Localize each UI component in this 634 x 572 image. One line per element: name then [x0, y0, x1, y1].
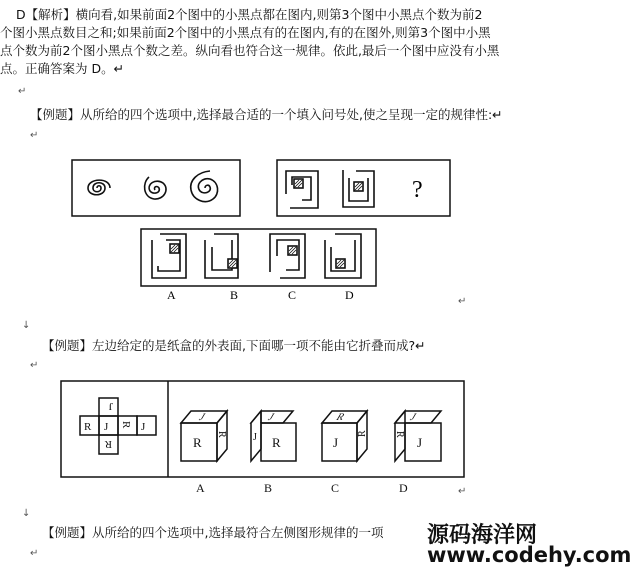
option-c-label: C — [288, 288, 297, 302]
svg-text:R: R — [216, 431, 227, 438]
svg-text:R: R — [120, 421, 132, 429]
paragraph-mark: ↵ — [18, 86, 27, 97]
cube-a-letter: R — [193, 435, 202, 450]
svg-text:R: R — [394, 431, 405, 438]
svg-text:R: R — [333, 411, 347, 423]
cube-option-d: D — [399, 481, 408, 495]
svg-text:J: J — [108, 400, 113, 412]
paragraph-mark: ↵ — [30, 360, 39, 371]
svg-text:J: J — [141, 421, 146, 433]
example1-prompt: 【例题】从所给的四个选项中,选择最合适的一个填入问号处,使之呈现一定的规律性:↵ — [30, 107, 503, 122]
paragraph-mark: ↵ — [30, 548, 39, 559]
paragraph-mark: ↵ — [30, 130, 39, 141]
svg-text:J: J — [265, 411, 277, 423]
line-mark: ↓ — [22, 320, 31, 331]
analysis-line-3: 点个数为前2个图小黑点个数之差。纵向看也符合这一规律。依此,最后一个图中应没有小黑 — [0, 43, 500, 58]
cube-c-letter: J — [333, 435, 339, 450]
watermark-title: 源码海洋网 — [427, 523, 538, 548]
option-a-label: A — [167, 288, 176, 302]
svg-text:J: J — [104, 421, 109, 433]
option-d-label: D — [345, 288, 354, 302]
paragraph-mark: ↵ — [458, 296, 467, 307]
cube-option-c: C — [331, 481, 340, 495]
cube-d-letter: J — [417, 435, 423, 450]
paragraph-mark: ↵ — [458, 486, 467, 497]
watermark-url: www.codehy.com — [427, 543, 632, 567]
cube-option-a: A — [196, 481, 205, 495]
svg-text:J: J — [407, 411, 419, 423]
cube-b-letter: R — [272, 435, 281, 450]
option-b-label: B — [230, 288, 239, 302]
example3-prompt: 【例题】从所给的四个选项中,选择最符合左侧图形规律的一项 — [42, 525, 384, 540]
net-letter-r: R — [84, 421, 92, 433]
line-mark: ↓ — [22, 508, 31, 519]
analysis-line-1: D【解析】横向看,如果前面2个图中的小黑点都在图内,则第3个图中小黑点个数为前2 — [16, 7, 483, 22]
analysis-line-4: 点。正确答案为 D。↵ — [0, 61, 125, 76]
cube-option-b: B — [264, 481, 273, 495]
question-mark: ? — [412, 177, 423, 203]
analysis-line-2: 个图小黑点数目之和;如果前面2个图中的小黑点有的在图内,有的在图外,则第3个图中小黑 — [0, 25, 491, 40]
net-letter-r2: R — [104, 438, 112, 450]
svg-text:J: J — [253, 432, 257, 443]
example2-prompt: 【例题】左边给定的是纸盒的外表面,下面哪一项不能由它折叠而成?↵ — [42, 338, 426, 353]
svg-text:R: R — [357, 430, 368, 437]
svg-text:J: J — [196, 411, 208, 423]
